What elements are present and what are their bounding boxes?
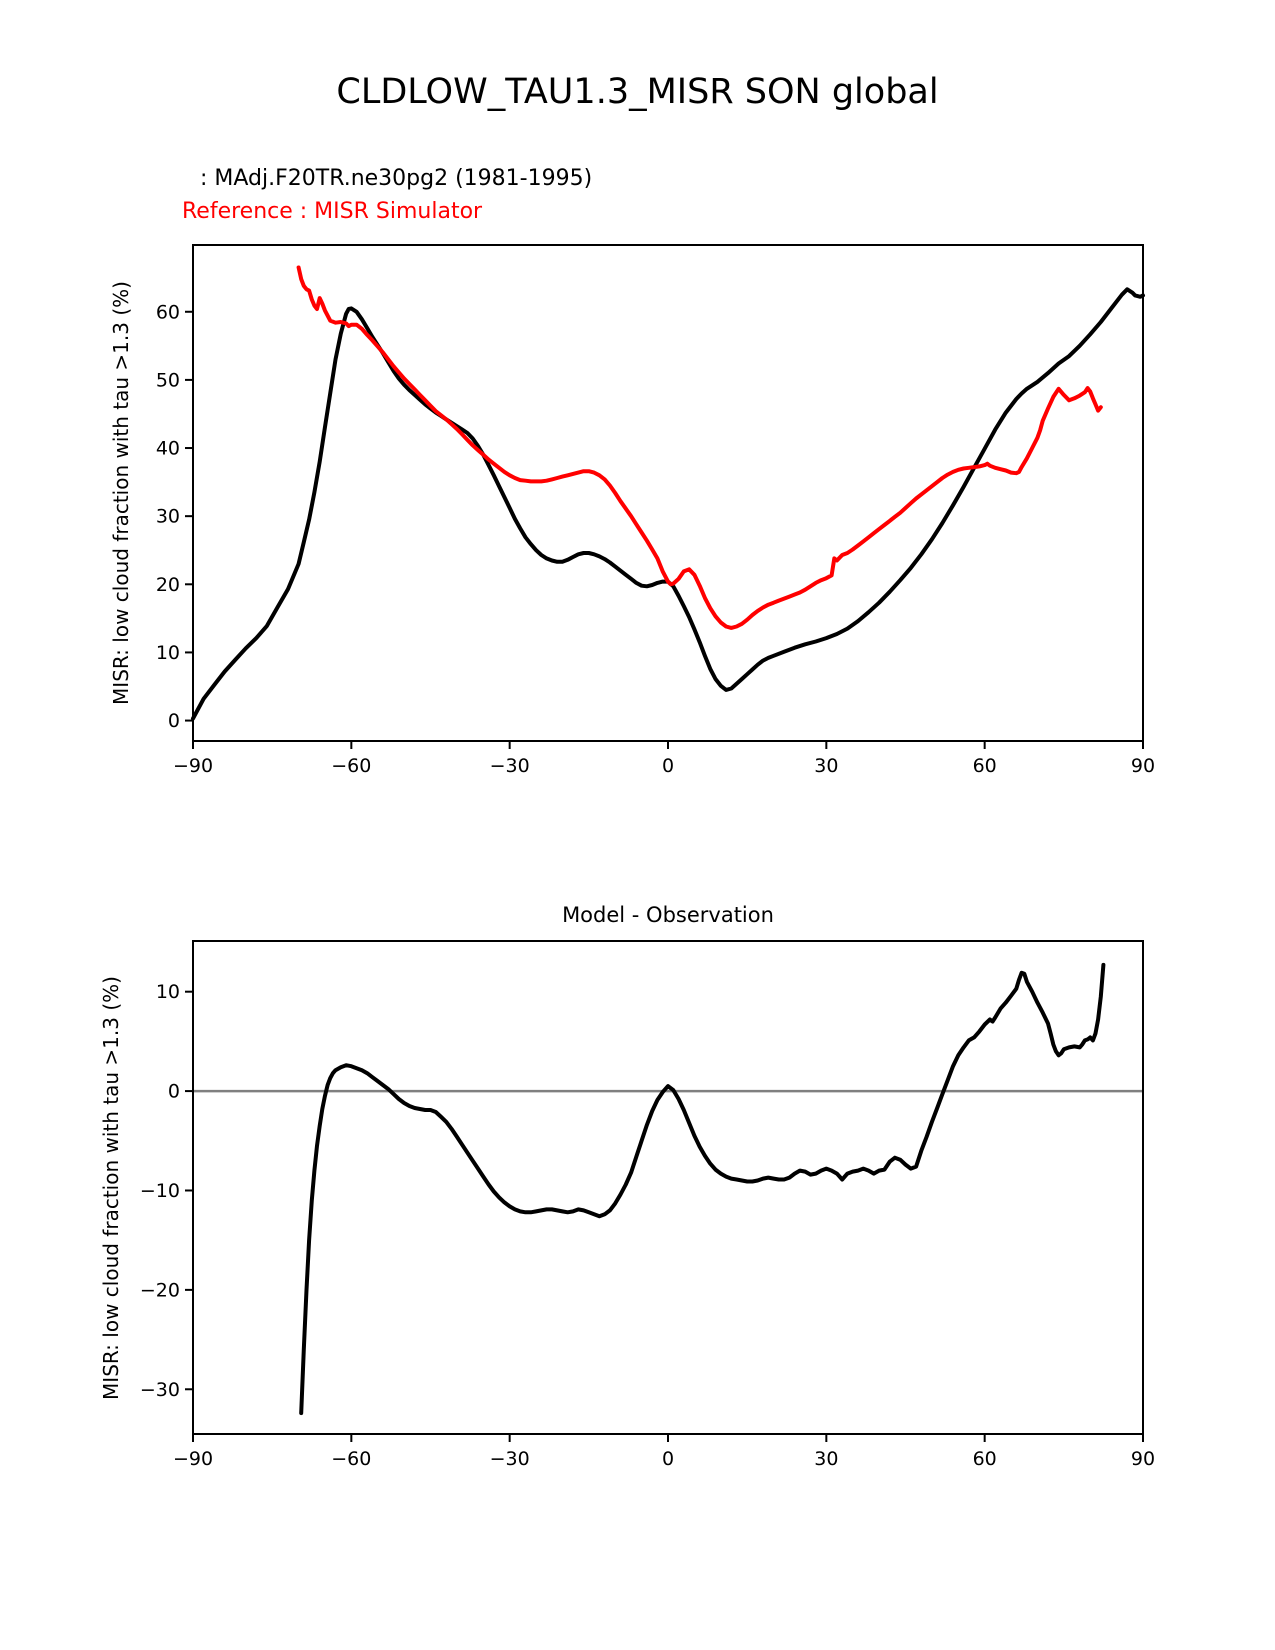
y-tick-label: 30 [155,505,180,528]
y-tick-label: 60 [155,301,180,324]
y-tick-label: 0 [167,1080,180,1103]
y-tick-label: −10 [139,1179,180,1202]
x-tick-label: 60 [972,1448,997,1470]
x-tick-label: −60 [331,1448,372,1470]
y-tick-label: 10 [155,981,180,1004]
x-tick-label: −30 [489,1448,530,1470]
zonal-mean-line-1 [193,289,1143,718]
bottom-chart-title: Model - Observation [562,903,774,927]
y-tick-label: 40 [155,437,180,460]
zonal-mean-line-2 [299,268,1101,628]
legend-model-label: : MAdj.F20TR.ne30pg2 (1981-1995) [193,166,593,191]
x-tick-label: −90 [172,755,214,777]
y-tick-label: 10 [155,641,180,664]
model-minus-obs-plot-area [140,941,1155,1470]
x-tick-label: 30 [814,755,839,777]
top-chart-y-axis-label: MISR: low cloud fraction with tau >1.3 (%) [109,281,133,705]
page-title: CLDLOW_TAU1.3_MISR SON global [336,72,939,112]
y-tick-label: 20 [155,573,180,596]
x-tick-label: −60 [331,755,372,777]
x-tick-label: 30 [814,1448,839,1470]
zonal-mean-plot-area [156,245,1155,777]
x-tick-label: 0 [661,1448,675,1470]
x-tick-label: 0 [661,755,675,777]
x-tick-label: −90 [172,1448,214,1470]
bottom-chart-y-axis-label: MISR: low cloud fraction with tau >1.3 (%) [99,976,123,1400]
x-tick-label: 90 [1130,755,1156,777]
model-minus-obs-line-1 [301,965,1103,1413]
y-tick-label: 50 [155,369,180,392]
y-tick-label: 0 [167,710,180,733]
y-tick-label: −30 [139,1378,180,1401]
y-tick-label: −20 [139,1279,180,1302]
x-tick-label: 60 [972,755,997,777]
x-tick-label: 90 [1130,1448,1156,1470]
model-minus-obs-frame [193,941,1143,1434]
legend-reference-label: Reference : MISR Simulator [182,199,483,224]
x-tick-label: −30 [489,755,530,777]
zonal-mean-frame [193,245,1143,741]
